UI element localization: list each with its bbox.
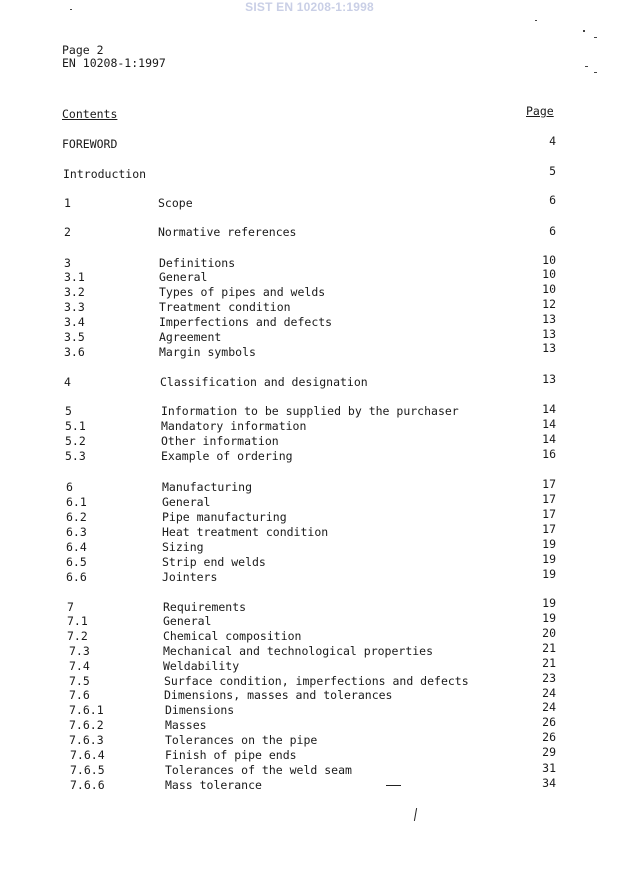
toc-entry-page: 26 (542, 730, 556, 744)
header-standard-code: EN 10208-1:1997 (62, 56, 166, 70)
toc-entry-number: 7.6.4 (70, 748, 105, 762)
scan-speck (594, 37, 597, 38)
toc-entry-title: Masses (165, 718, 207, 732)
toc-entry-number: 4 (64, 375, 71, 389)
toc-entry-page: 13 (542, 372, 556, 386)
toc-entry-page: 29 (542, 745, 556, 759)
toc-entry-number: 6.2 (66, 510, 87, 524)
toc-entry-number: 7 (67, 600, 74, 614)
toc-entry-page: 10 (542, 267, 556, 281)
scan-mark (414, 808, 417, 821)
toc-entry-title: Surface condition, imperfections and defects (164, 674, 469, 688)
toc-entry-title: General (162, 495, 211, 509)
toc-entry-title: Normative references (158, 225, 297, 239)
page-column-heading: Page (526, 104, 554, 118)
scan-mark (386, 785, 401, 786)
toc-entry-page: 12 (542, 297, 556, 311)
toc-entry-title: Information to be supplied by the purchaser (161, 404, 459, 418)
toc-entry-number: 6.1 (66, 495, 87, 509)
toc-entry-title: Tolerances on the pipe (165, 733, 318, 747)
watermark-text: SIST EN 10208-1:1998 (245, 0, 374, 14)
toc-entry-number: 7.6.5 (70, 763, 105, 777)
toc-entry-title: Dimensions, masses and tolerances (164, 688, 393, 702)
toc-entry-page: 24 (542, 686, 556, 700)
toc-entry-number: 7.5 (69, 674, 90, 688)
toc-entry-page: 19 (542, 567, 556, 581)
toc-entry-page: 4 (549, 134, 556, 148)
toc-entry-number: Introduction (63, 167, 147, 181)
toc-entry-page: 13 (542, 341, 556, 355)
toc-entry-number: 6.6 (66, 570, 87, 584)
toc-entry-page: 5 (549, 164, 556, 178)
toc-entry-page: 20 (542, 626, 556, 640)
toc-entry-number: 7.4 (69, 659, 90, 673)
toc-entry-page: 6 (549, 193, 556, 207)
toc-entry-number: FOREWORD (62, 137, 118, 151)
toc-entry-number: 3.3 (64, 300, 85, 314)
toc-entry-number: 7.3 (69, 644, 90, 658)
toc-entry-page: 13 (542, 312, 556, 326)
toc-entry-title: Mechanical and technological properties (163, 644, 434, 658)
toc-entry-title: Agreement (159, 330, 222, 344)
toc-entry-number: 1 (64, 196, 71, 210)
toc-entry-number: 3.5 (64, 330, 85, 344)
toc-entry-number: 3.1 (64, 270, 85, 284)
toc-entry-page: 31 (542, 761, 556, 775)
toc-entry-title: General (159, 270, 208, 284)
toc-entry-number: 6.4 (66, 540, 87, 554)
toc-entry-title: Types of pipes and welds (159, 285, 326, 299)
toc-entry-page: 17 (542, 492, 556, 506)
toc-entry-title: Mass tolerance (165, 778, 262, 792)
toc-entry-number: 7.2 (67, 629, 88, 643)
toc-entry-page: 14 (542, 402, 556, 416)
toc-entry-number: 3.2 (64, 285, 85, 299)
toc-entry-page: 17 (542, 522, 556, 536)
toc-entry-number: 7.6 (69, 688, 90, 702)
toc-entry-page: 21 (542, 656, 556, 670)
toc-entry-number: 7.1 (67, 614, 88, 628)
toc-entry-page: 19 (542, 596, 556, 610)
toc-entry-title: Finish of pipe ends (165, 748, 297, 762)
toc-entry-title: Treatment condition (159, 300, 291, 314)
toc-entry-title: Example of ordering (161, 449, 293, 463)
toc-entry-number: 5 (65, 404, 72, 418)
toc-entry-number: 3.6 (64, 345, 85, 359)
toc-entry-number: 7.6.6 (70, 778, 105, 792)
toc-entry-page: 10 (542, 253, 556, 267)
toc-entry-number: 5.3 (65, 449, 86, 463)
toc-entry-page: 34 (542, 776, 556, 790)
toc-entry-number: 7.6.2 (69, 718, 104, 732)
toc-entry-page: 24 (542, 700, 556, 714)
toc-entry-page: 17 (542, 477, 556, 491)
toc-entry-title: Imperfections and defects (159, 315, 333, 329)
toc-entry-title: Other information (161, 434, 279, 448)
toc-entry-page: 16 (542, 447, 556, 461)
toc-entry-title: Margin symbols (159, 345, 256, 359)
toc-entry-number: 2 (64, 225, 71, 239)
toc-entry-number: 3 (64, 256, 71, 270)
toc-entry-number: 7.6.1 (69, 703, 104, 717)
toc-entry-page: 23 (542, 671, 556, 685)
toc-entry-title: Chemical composition (163, 629, 302, 643)
toc-entry-page: 6 (549, 224, 556, 238)
toc-entry-page: 14 (542, 432, 556, 446)
toc-entry-title: Dimensions (165, 703, 235, 717)
toc-entry-page: 26 (542, 715, 556, 729)
toc-entry-title: Definitions (159, 256, 236, 270)
toc-entry-title: Scope (158, 196, 193, 210)
toc-entry-number: 5.2 (65, 434, 86, 448)
toc-entry-title: Manufacturing (162, 480, 253, 494)
toc-entry-title: Strip end welds (162, 555, 266, 569)
toc-entry-number: 6.5 (66, 555, 87, 569)
toc-entry-title: Weldability (163, 659, 240, 673)
toc-entry-title: Sizing (162, 540, 204, 554)
toc-entry-page: 14 (542, 417, 556, 431)
toc-entry-number: 6 (66, 480, 73, 494)
toc-entry-page: 19 (542, 552, 556, 566)
toc-entry-title: Requirements (163, 600, 247, 614)
toc-entry-title: Mandatory information (161, 419, 307, 433)
toc-entry-page: 19 (542, 611, 556, 625)
toc-entry-page: 10 (542, 282, 556, 296)
toc-entry-number: 6.3 (66, 525, 87, 539)
scan-speck (583, 30, 585, 32)
toc-entry-title: Pipe manufacturing (162, 510, 287, 524)
toc-entry-page: 17 (542, 507, 556, 521)
toc-entry-page: 21 (542, 641, 556, 655)
header-page-number: Page 2 (62, 43, 104, 57)
toc-entry-number: 3.4 (64, 315, 85, 329)
contents-heading: Contents (62, 107, 118, 121)
scan-speck (594, 72, 597, 73)
toc-entry-page: 19 (542, 537, 556, 551)
toc-entry-title: Classification and designation (160, 375, 368, 389)
toc-entry-title: Tolerances of the weld seam (165, 763, 352, 777)
scan-speck (70, 9, 72, 10)
toc-entry-title: General (163, 614, 212, 628)
toc-entry-title: Heat treatment condition (162, 525, 329, 539)
toc-entry-number: 7.6.3 (69, 733, 104, 747)
toc-entry-page: 13 (542, 327, 556, 341)
toc-entry-title: Jointers (162, 570, 218, 584)
toc-entry-number: 5.1 (65, 419, 86, 433)
scan-speck (535, 20, 537, 21)
scan-speck (585, 66, 588, 67)
